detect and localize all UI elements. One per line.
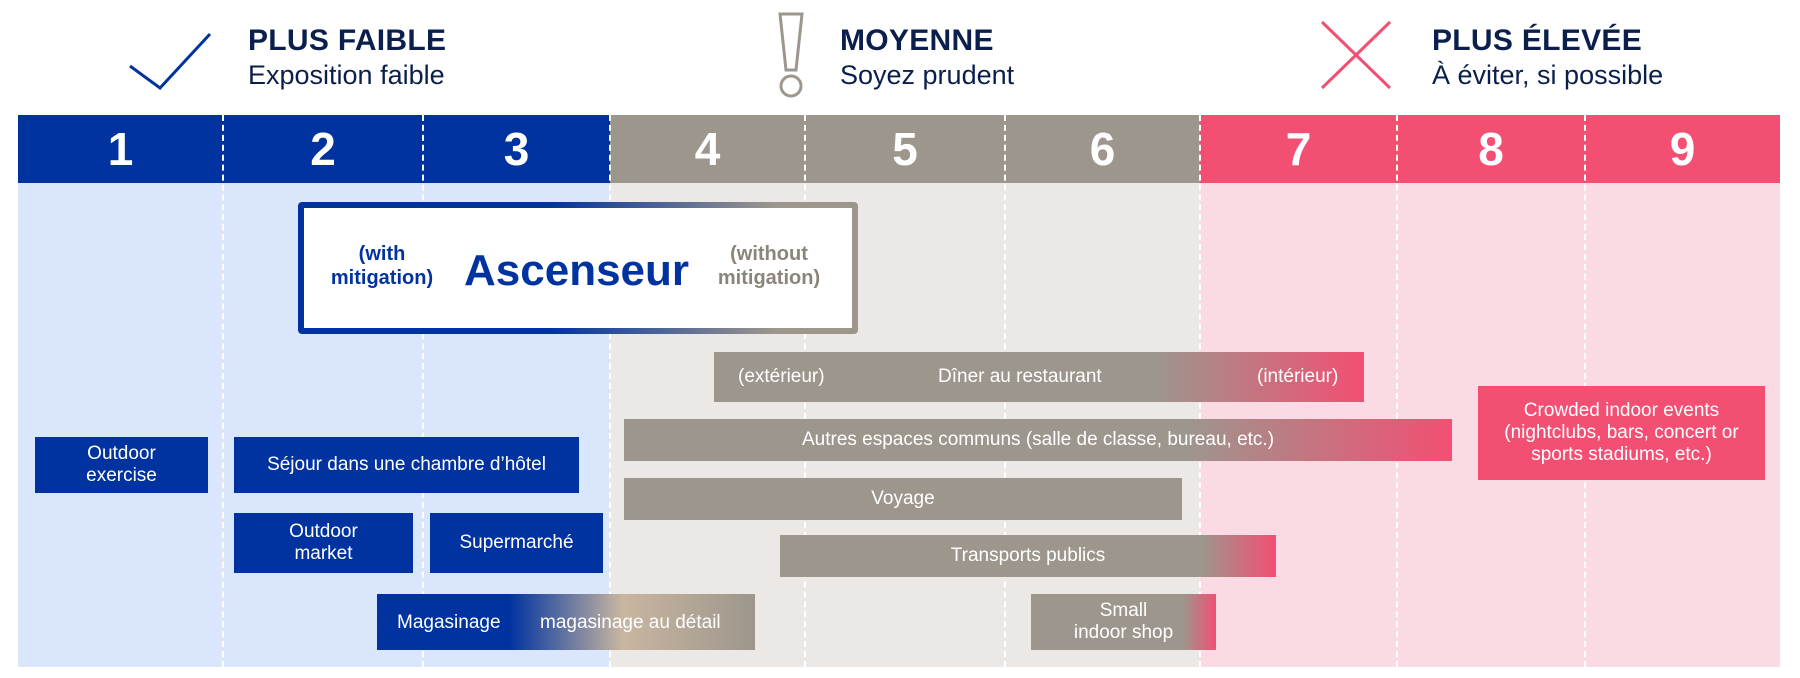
scale-3: 3 — [423, 115, 610, 183]
elevator-box — [298, 202, 858, 334]
small-indoor-shop-box: Small indoor shop — [1031, 594, 1216, 650]
scale-4: 4 — [610, 115, 805, 183]
legend-low-title: PLUS FAIBLE — [248, 24, 447, 57]
scale-9: 9 — [1585, 115, 1780, 183]
divider — [1396, 115, 1398, 667]
travel-box: Voyage — [624, 478, 1182, 520]
divider — [609, 115, 611, 667]
outdoor-exercise-box: Outdoor exercise — [35, 437, 208, 493]
hotel-box: Séjour dans une chambre d’hôtel — [234, 437, 579, 493]
legend-high-title: PLUS ÉLEVÉE — [1432, 24, 1643, 57]
restaurant-outdoor-label: (extérieur) — [738, 366, 825, 387]
scale-2: 2 — [223, 115, 423, 183]
checkmark-icon — [128, 30, 212, 92]
crowded-events-box: Crowded indoor events (nightclubs, bars, concert or sports stadiums, etc.) — [1478, 386, 1765, 480]
elevator-without-mitigation-label: (without mitigation) — [717, 243, 821, 289]
exclamation-icon — [776, 12, 806, 100]
legend-mid-subtitle: Soyez prudent — [840, 60, 1015, 90]
elevator-title: Ascenseur — [464, 246, 690, 295]
scale-8: 8 — [1397, 115, 1585, 183]
scale-5: 5 — [805, 115, 1005, 183]
shopping-label: Magasinage — [397, 612, 501, 633]
divider — [222, 115, 224, 667]
scale-6: 6 — [1005, 115, 1200, 183]
public-transport-bar: Transports publics — [780, 535, 1276, 577]
cross-icon — [1320, 20, 1392, 90]
scale-1: 1 — [18, 115, 223, 183]
supermarket-box: Supermarché — [430, 513, 603, 573]
outdoor-market-box: Outdoor market — [234, 513, 413, 573]
common-spaces-bar: Autres espaces communs (salle de classe, bureau, etc.) — [624, 419, 1452, 461]
restaurant-label: Dîner au restaurant — [938, 366, 1102, 387]
divider — [422, 115, 424, 667]
scale-7: 7 — [1200, 115, 1397, 183]
legend-mid-title: MOYENNE — [840, 24, 994, 57]
restaurant-indoor-label: (intérieur) — [1257, 366, 1339, 387]
legend-high-subtitle: À éviter, si possible — [1432, 60, 1664, 90]
retail-shopping-label: magasinage au détail — [540, 612, 721, 633]
restaurant-bar — [714, 352, 1364, 402]
elevator-with-mitigation-label: (with mitigation) — [330, 243, 434, 289]
legend-low-subtitle: Exposition faible — [248, 60, 445, 90]
shopping-bar — [377, 594, 755, 650]
